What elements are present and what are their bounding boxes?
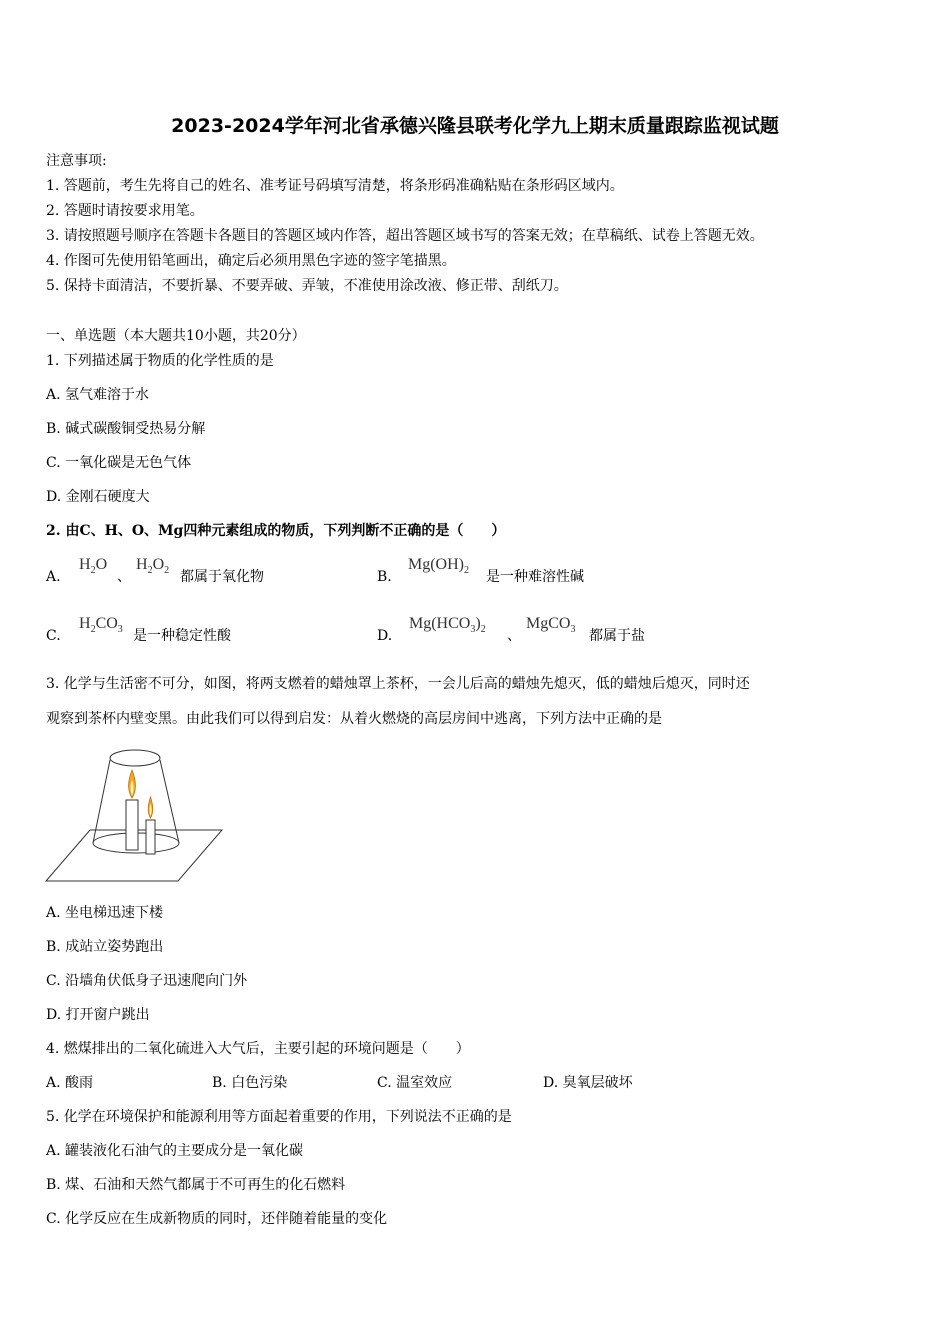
question-1-option-d: D. 金刚石硬度大 (46, 489, 150, 505)
separator: 、 (117, 569, 131, 585)
question-3-option-d: D. 打开窗户跳出 (46, 1007, 150, 1023)
question-4-stem: 4. 燃煤排出的二氧化硫进入大气后，主要引起的环境问题是（ ） (46, 1041, 470, 1057)
question-5-option-c: C. 化学反应在生成新物质的同时，还伴随着能量的变化 (46, 1211, 388, 1227)
question-2-option-c-label: C. (46, 628, 61, 644)
question-2-option-a-label: A. (46, 569, 61, 585)
notice-heading: 注意事项: (46, 153, 107, 169)
notice-item: 5. 保持卡面清洁，不要折暴、不要弄破、弄皱，不准使用涂改液、修正带、刮纸刀。 (46, 278, 568, 294)
question-4-option-c: C. 温室效应 (377, 1075, 453, 1091)
question-3-option-a: A. 坐电梯迅速下楼 (46, 905, 164, 921)
formula-mghco32: $Mg(HCO_3)_2$ (409, 615, 486, 636)
candle-cup-figure (44, 742, 224, 884)
formula-h2co3: $H_2CO_3$ (79, 615, 123, 636)
formula-h2o2: $H_2O_2$ (136, 556, 170, 577)
question-2-option-a-text: 都属于氧化物 (180, 569, 264, 585)
notice-item: 3. 请按照题号顺序在答题卡各题目的答题区域内作答，超出答题区域书写的答案无效；在草稿纸、试卷上答题无效。 (46, 228, 764, 244)
formula-mgco3: MgCO$_3$ (526, 615, 576, 636)
question-2-option-b-text: 是一种难溶性碱 (486, 569, 584, 585)
separator: 、 (507, 628, 521, 644)
formula-mgoh2: $Mg(OH)_2$ (408, 556, 469, 577)
question-1-option-a: A. 氢气难溶于水 (46, 387, 150, 403)
question-3-stem-line1: 3. 化学与生活密不可分，如图，将两支燃着的蜡烛罩上茶杯，一会儿后高的蜡烛先熄灭，低的蜡烛后熄灭，同时还 (46, 676, 750, 692)
notice-item: 1. 答题前，考生先将自己的姓名、准考证号码填写清楚，将条形码准确粘贴在条形码区域内。 (46, 178, 624, 194)
question-4-option-a: A. 酸雨 (46, 1075, 94, 1091)
question-1-stem: 1. 下列描述属于物质的化学性质的是 (46, 353, 274, 369)
question-5-option-a: A. 罐装液化石油气的主要成分是一氧化碳 (46, 1143, 304, 1159)
section-heading: 一、单选题（本大题共10小题，共20分） (46, 328, 306, 344)
formula-h2o: $H_2O$ (79, 556, 108, 577)
question-1-option-b: B. 碱式碳酸铜受热易分解 (46, 421, 206, 437)
question-4-option-b: B. 白色污染 (212, 1075, 288, 1091)
question-3-option-b: B. 成站立姿势跑出 (46, 939, 164, 955)
question-2-option-c-text: 是一种稳定性酸 (133, 628, 231, 644)
page-title: 2023-2024学年河北省承德兴隆县联考化学九上期末质量跟踪监视试题 (171, 115, 779, 137)
question-2-option-b-label: B. (377, 569, 392, 585)
question-3-stem-line2: 观察到茶杯内壁变黑。由此我们可以得到启发：从着火燃烧的高层房间中逃离，下列方法中正确的是 (46, 711, 662, 727)
notice-item: 2. 答题时请按要求用笔。 (46, 203, 204, 219)
question-2-option-d-label: D. (377, 628, 393, 644)
question-5-stem: 5. 化学在环境保护和能源利用等方面起着重要的作用，下列说法不正确的是 (46, 1109, 512, 1125)
question-3-option-c: C. 沿墙角伏低身子迅速爬向门外 (46, 973, 248, 989)
question-1-option-c: C. 一氧化碳是无色气体 (46, 455, 192, 471)
question-5-option-b: B. 煤、石油和天然气都属于不可再生的化石燃料 (46, 1177, 346, 1193)
question-4-option-d: D. 臭氧层破坏 (543, 1075, 633, 1091)
question-2-stem: 2. 由C、H、O、Mg四种元素组成的物质，下列判断不正确的是（ ） (46, 523, 506, 539)
notice-item: 4. 作图可先使用铅笔画出，确定后必须用黑色字迹的签字笔描黑。 (46, 253, 456, 269)
question-2-option-d-text: 都属于盐 (589, 628, 645, 644)
